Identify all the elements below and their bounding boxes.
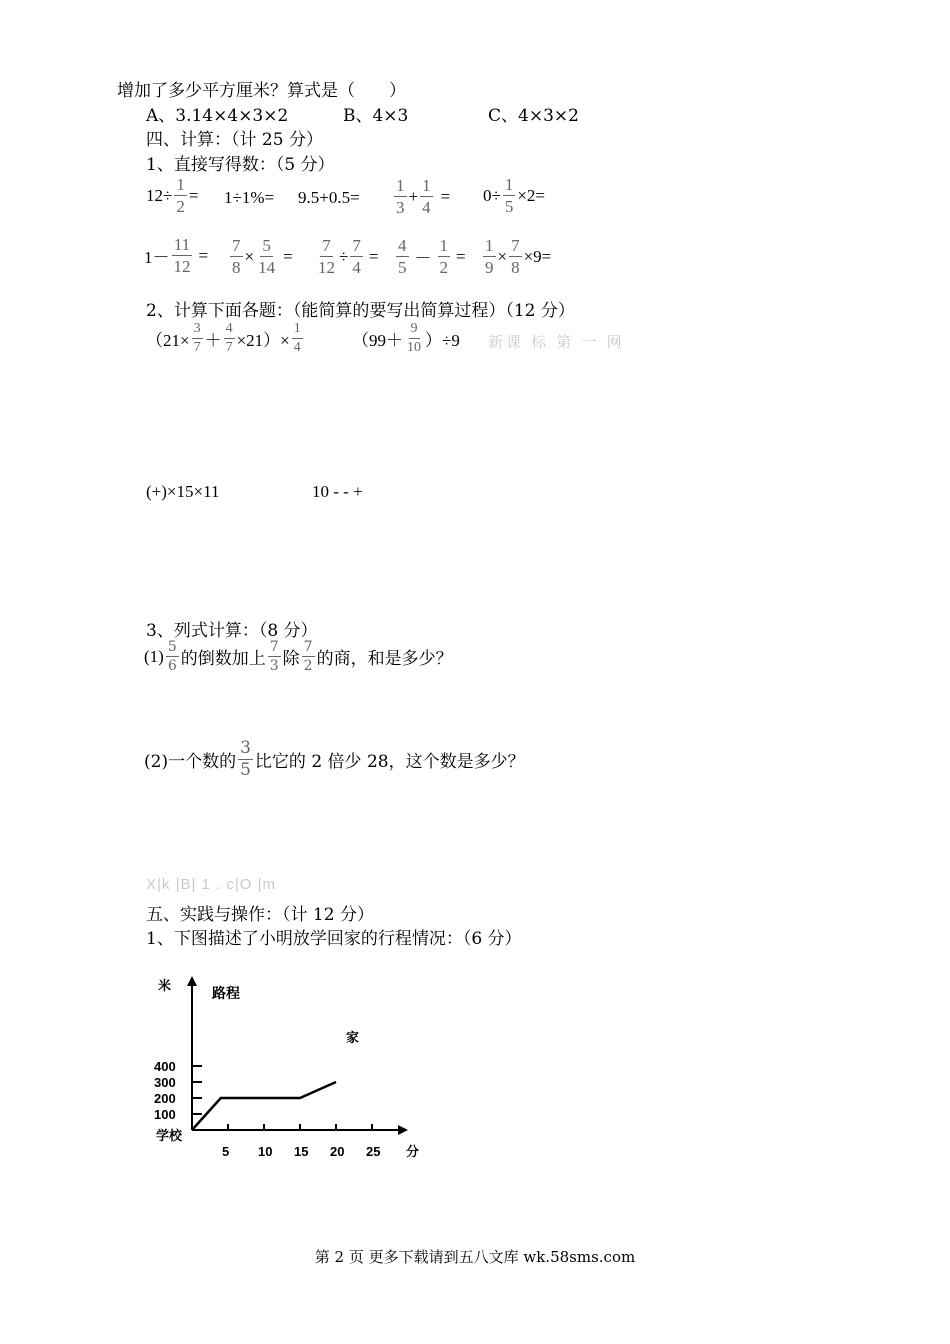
expr-zero-div-fifth: 0÷ $\frac{1}{5}$ ×2= bbox=[483, 175, 546, 216]
q3-problem-2: (2)一个数的 $\frac{3}{5}$ 比它的 2 倍少 28，这个数是多少？ bbox=[144, 738, 525, 780]
route-chart bbox=[140, 968, 440, 1168]
y-tick-label: 100 bbox=[154, 1107, 176, 1122]
calc-row-1 bbox=[146, 176, 198, 215]
expr-7-8-times-5-14: $\frac{7}{8}$ × $\frac{5}{14}$ = bbox=[232, 236, 293, 277]
y-tick-label: 200 bbox=[154, 1091, 176, 1106]
x-tick-label: 20 bbox=[330, 1144, 345, 1159]
x-tick-label: 15 bbox=[294, 1144, 309, 1159]
page-footer: 第 2 页 更多下载请到五八文库 wk.58sms.com bbox=[314, 1248, 636, 1266]
y-axis-label: 米 bbox=[158, 978, 172, 993]
x-tick-label: 5 bbox=[222, 1144, 230, 1159]
q2-expr-3: (+)×15×11 bbox=[146, 482, 220, 501]
section5-q1: 1、下图描述了小明放学回家的行程情况：（6 分） bbox=[146, 929, 522, 949]
q2-expr-1: （21× $\frac{3}{7}$ ＋ $\frac{4}{7}$ ×21）× $\frac{1}{4}$ bbox=[146, 321, 301, 355]
expr-ninth-times-7-8: $\frac{1}{9}$ × $\frac{7}{8}$ ×9= bbox=[485, 236, 552, 277]
route-line bbox=[192, 1082, 336, 1130]
end-label: 家 bbox=[346, 1030, 360, 1045]
q2-title: 2、计算下面各题：（能简算的要写出简算过程）（12 分） bbox=[146, 301, 575, 321]
choice-b: B、4×3 bbox=[343, 106, 409, 126]
x-tick-label: 25 bbox=[366, 1144, 381, 1159]
expr-9-5-plus: 9.5+0.5= bbox=[298, 188, 360, 207]
expr-third-plus-quarter: $\frac{1}{3}$ + $\frac{1}{4}$ = bbox=[396, 176, 451, 217]
q1-title: 1、直接写得数：（5 分） bbox=[146, 155, 335, 175]
y-tick-label: 400 bbox=[154, 1059, 176, 1074]
q3-problem-1: (1) $\frac{5}{6}$ 的倒数加上 $\frac{7}{3}$ 除 $\frac{7}{2}$ 的商，和是多少？ bbox=[144, 639, 453, 674]
expr-7-12-div-7-4: $\frac{7}{12}$ ÷ $\frac{7}{4}$ = bbox=[318, 236, 379, 277]
section4-title: 四、计算：（计 25 分） bbox=[146, 130, 323, 150]
x-axis-label: 分 bbox=[406, 1144, 420, 1159]
q2-expr-2: （99＋ $\frac{9}{10}$ ）÷9 bbox=[352, 321, 460, 355]
watermark-bottom: X|k |B| 1 . c|O |m bbox=[146, 876, 277, 893]
q3-title: 3、列式计算：（8 分） bbox=[146, 621, 318, 641]
expr-1-minus-11-12: 1－ $\frac{11}{12}$ = bbox=[144, 235, 209, 276]
x-tick-label: 10 bbox=[258, 1144, 273, 1159]
y-tick-label: 300 bbox=[154, 1075, 176, 1090]
chart-title: 路程 bbox=[212, 985, 240, 1001]
expr-4-5-minus-half: $\frac{4}{5}$ － $\frac{1}{2}$ = bbox=[398, 236, 466, 277]
section5-title: 五、实践与操作：（计 12 分） bbox=[146, 905, 374, 925]
expr-1-div-percent: 1÷1%= bbox=[224, 188, 275, 207]
choice-a: A、3.14×4×3×2 bbox=[146, 106, 289, 126]
intro-line: 增加了多少平方厘米？算式是（ ） bbox=[117, 81, 406, 101]
x-axis-arrow bbox=[398, 1125, 408, 1135]
q2-expr-4: 10 - - + bbox=[312, 482, 363, 501]
y-axis-arrow bbox=[187, 976, 197, 986]
choice-c: C、4×3×2 bbox=[488, 106, 579, 126]
expr-12-div-half: 12÷ $\frac{1}{2}$ = bbox=[146, 175, 199, 216]
watermark-top: 新课 标 第 一 网 bbox=[488, 334, 625, 351]
origin-label: 学校 bbox=[156, 1128, 183, 1143]
